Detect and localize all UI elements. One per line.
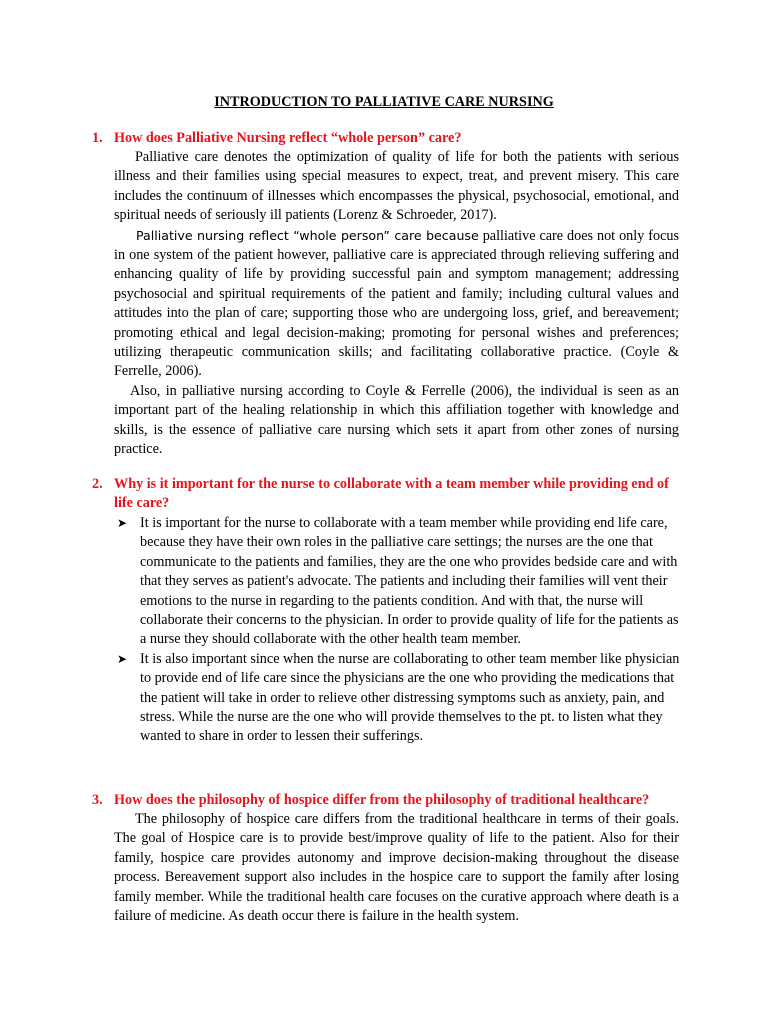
- arrow-bullet-icon: ➤: [117, 516, 128, 530]
- question-3-number: 3.: [92, 792, 103, 808]
- q1-paragraph-2-rest: palliative care does not only focus in one system of the patient however, palliative care is appreciated through relieving suffering and enhancing quality of life by providing successful pain and symptom management; addressing psychosocial and spiritual requirements of the patient and family; including cultural values and attitudes into the plan of care; supporting those who are undergoing loss, grief, and bereavement; promoting ethical and legal decision-making; promoting for personal wishes and preferences; utilizing therapeutic communication skills; and facilitating collaborative practice. (Coyle & Ferrelle, 2006).: [114, 227, 679, 380]
- q2-bullet-item: [114, 650, 684, 747]
- question-1-number: 1.: [92, 130, 103, 146]
- arrow-bullet-icon: ➤: [117, 651, 128, 666]
- question-2-heading: [92, 475, 672, 514]
- question-2-text: Why is it important for the nurse to collaborate with a team member while providing end of life care?: [114, 476, 669, 512]
- question-3-answer: [114, 810, 679, 926]
- question-1-answer: [114, 148, 679, 460]
- q1-paragraph-2-lead: Palliative nursing reflect “whole person” care because: [136, 227, 479, 243]
- question-1-text: How does Palliative Nursing reflect “whole person” care?: [114, 130, 462, 146]
- q1-paragraph-3: Also, in palliative nursing according to Coyle & Ferrelle (2006), the individual is seen as an important part of the healing relationship in which this affiliation together with knowledge and skills, is the essence of palliative care nursing which sets it apart from other zones of nursing practice.: [114, 382, 679, 458]
- question-1-heading: [92, 129, 692, 148]
- q2-bullet-text: It is also important since when the nurse are collaborating to other team member like physician to provide end of life care since the physicians are the one who providing the medications that the patient will take in order to relieve other distressing symptoms such as anxiety, pain, and stress. While the nurse are the one who will provide themselves to the pt. to listen what they wanted to share in order to lessen their sufferings.: [140, 650, 680, 745]
- q2-bullet-text: It is important for the nurse to collaborate with a team member while providing end life care, because they have their own roles in the palliative care settings; the nurses are the one that communicate to the patients and families, they are the one who provides bedside care and with that they serves as patient's advocate. The patients and including their families will vent their emotions to the nurse in regarding to the patients condition. And with that, the nurse will collaborate their concerns to the physician. In order to provide quality of life for the patients as a nurse they should collaborate with the other health team member.: [140, 515, 679, 648]
- question-2-number: 2.: [92, 476, 103, 492]
- question-2-bullets: [114, 514, 684, 747]
- question-3-heading: [92, 791, 702, 810]
- q1-paragraph-2: [114, 226, 679, 382]
- q1-paragraph-1: Palliative care denotes the optimization of quality of life for both the patients with serious illness and their families using special measures to expect, treat, and prevent misery. This care includes the continuum of illnesses which encompasses the physical, psychosocial, emotional, and spiritual needs of seriously ill patients (Lorenz & Schroeder, 2017).: [114, 149, 679, 224]
- q3-paragraph-1: The philosophy of hospice care differs from the traditional healthcare in terms of their goals. The goal of Hospice care is to provide best/improve quality of life to the patient. Also for their family, hospice care provides autonomy and improve decision-making throughout the disease process. Bereavement support also includes in the hospice care to support the family after losing family member. While the traditional health care focuses on the curative approach where death is a failure of medicine. As death occur there is failure in the health system.: [114, 811, 679, 925]
- question-3-text: How does the philosophy of hospice differ from the philosophy of traditional healthcare?: [114, 792, 650, 808]
- q2-bullet-item: [114, 514, 684, 650]
- document-title: INTRODUCTION TO PALLIATIVE CARE NURSING: [214, 94, 554, 110]
